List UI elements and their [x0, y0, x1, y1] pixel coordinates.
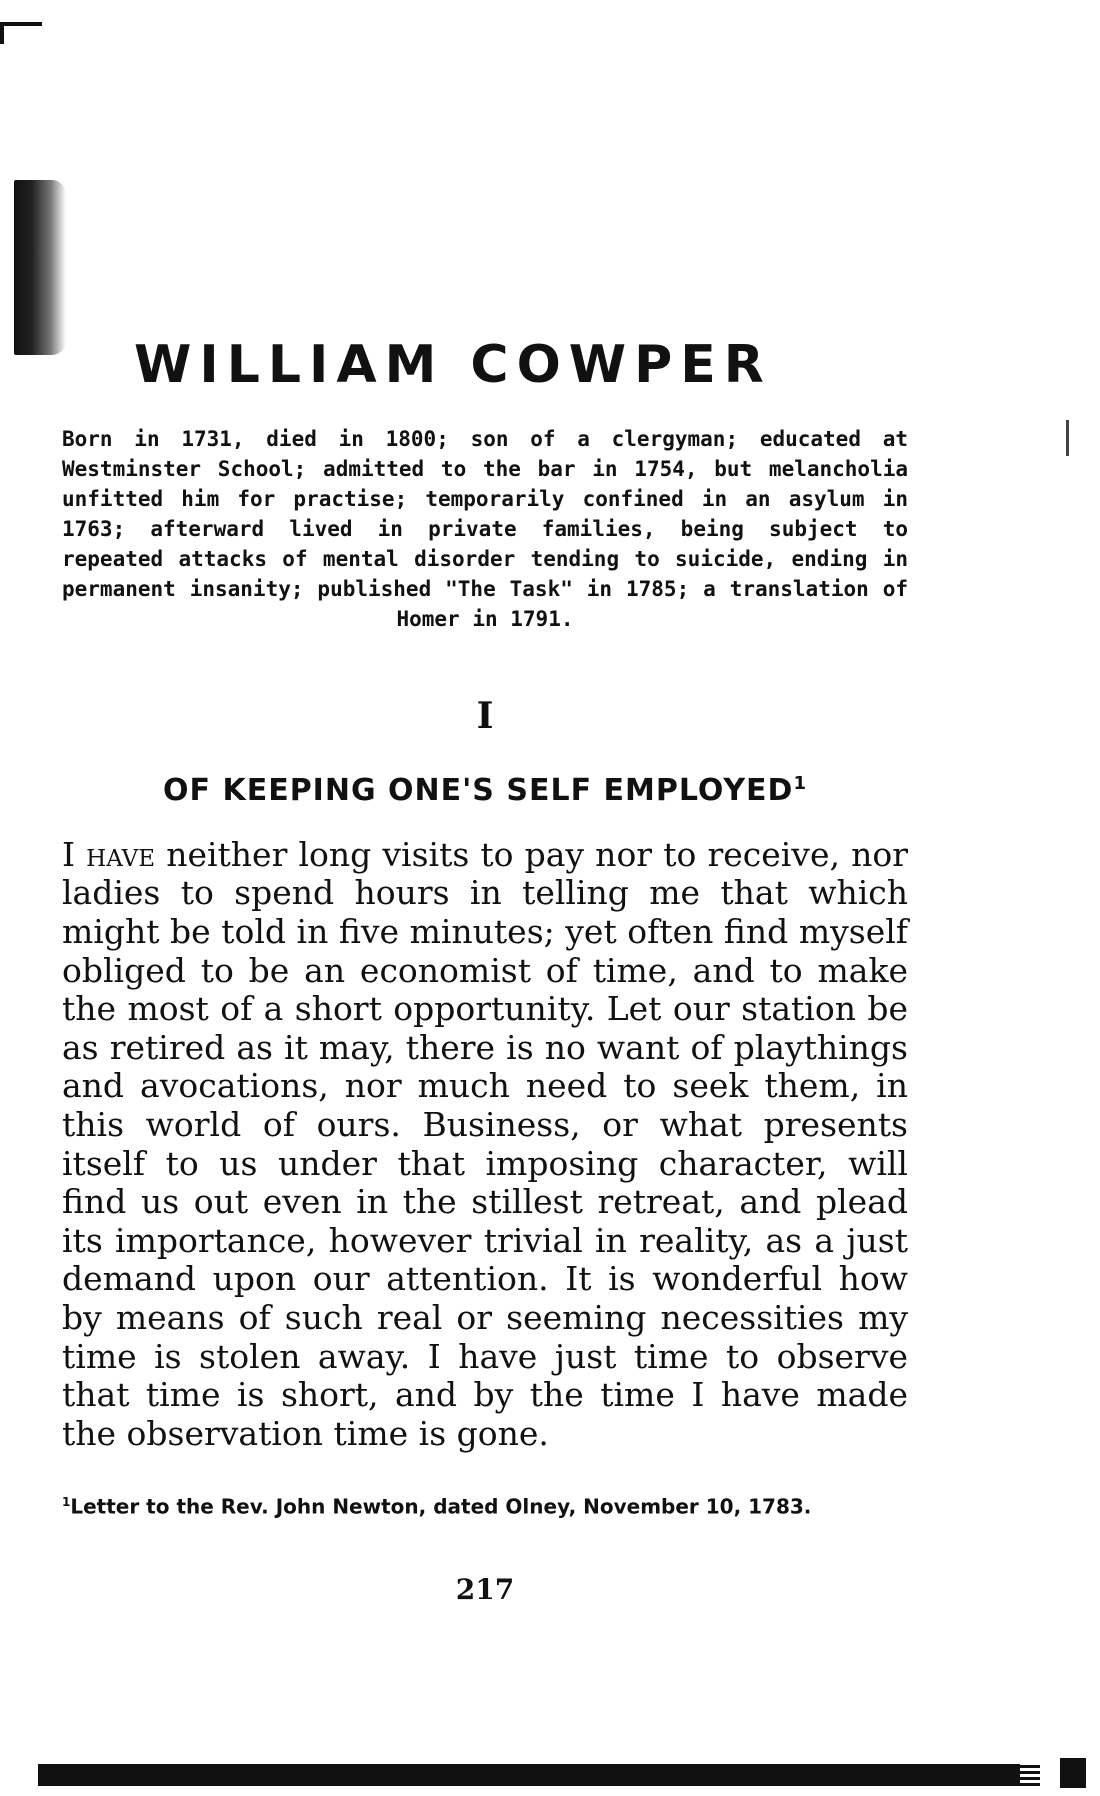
- section-title-text: OF KEEPING ONE'S SELF EMPLOYED: [163, 773, 794, 808]
- scan-edge-mark: [1060, 1758, 1086, 1788]
- paragraph-text: neither long visits to pay nor to receive, nor ladies to spend hours in telling me that which might be told in five minutes; yet often find myself obliged to be an economist of time, and to make the most of a short opportunity. Let our station be as retired as it may, there is no want of playthings and avocations, nor much need to seek them, in this world of ours. Business, or what presents itself to us under that imposing character, will find us out even in the stillest retreat, and plead its importance, however trivial in reality, as a just demand upon our attention. It is wonderful how by means of such real or seeming necessities my time is stolen away. I have just time to observe that time is short, and by the time I have made the observation time is gone.: [62, 834, 908, 1453]
- footnote-text: Letter to the Rev. John Newton, dated Olney, November 10, 1783.: [70, 1495, 812, 1520]
- author-bio: Born in 1731, died in 1800; son of a clergyman; educated at Westminster School; admitted to the bar in 1754, but melancholia unfitted him for practise; temporarily confined in an asylum in 1763; afterward lived in private families, being subject to repeated attacks of mental disorder tending to suicide, ending in permanent insanity; published "The Task" in 1785; a translation of Homer in 1791.: [62, 427, 908, 631]
- footnote: [62, 1486, 908, 1523]
- section-number: I: [476, 695, 494, 737]
- binding-shadow: [14, 180, 66, 355]
- essay-paragraph: [62, 836, 908, 1454]
- page-number: 217: [455, 1573, 515, 1607]
- paragraph-lead: I: [62, 834, 87, 874]
- footnote-reference: 1: [793, 773, 807, 794]
- section-title: [62, 764, 908, 811]
- margin-tick: [1066, 420, 1069, 456]
- scan-corner-mark-vertical: [0, 22, 4, 44]
- scan-corner-mark: [0, 22, 42, 26]
- scan-hatch-mark: [1020, 1764, 1040, 1786]
- scan-bottom-bar: [38, 1764, 1038, 1786]
- page-content: [62, 330, 908, 1606]
- footnote-marker: 1: [62, 1495, 71, 1510]
- author-heading: WILLIAM COWPER: [134, 335, 772, 395]
- paragraph-lead-smallcaps: have: [86, 834, 156, 874]
